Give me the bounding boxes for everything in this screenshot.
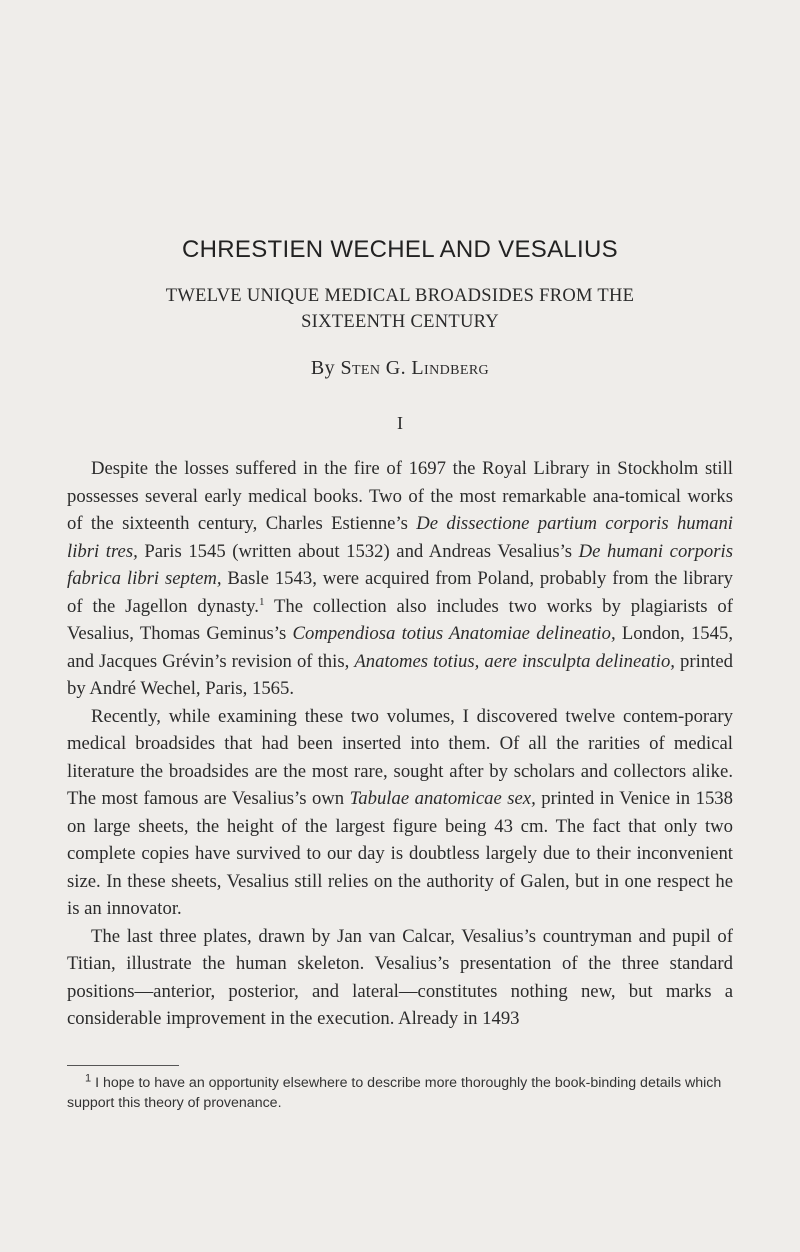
section-number: I [397,413,403,433]
article-body [67,455,733,1033]
author-name: Sten G. Lindberg [340,357,490,379]
author-byline [0,357,800,380]
subtitle-line-2: SIXTEENTH CENTURY [301,312,499,332]
footnote-text: I hope to have an opportunity elsewhere to describe more thoroughly the book-binding details which support this theory of provenance. [67,1075,722,1111]
author-prefix: By [310,357,336,379]
article-title: CHRESTIEN WECHEL AND VESALIUS [182,236,618,263]
paragraph-2: Recently, while examining these two volumes, I discovered twelve contem-porary medical broadsides that had been inserted into them. Of all the rarities of medical literature the broadsides are the most rare, sought after by scholars and collectors alike. The most famous are Vesalius’s own Tabulae anatomicae sex, printed in Venice in 1538 on large sheets, the height of the largest figure being 43 cm. The fact that only two complete copies have survived to our day is doubtless largely due to their inconvenient size. In these sheets, Vesalius still relies on the authority of Galen, but in one respect he is an innovator. [67,705,733,919]
footnote-ref: 1 [258,595,265,608]
footnote-divider [67,1065,179,1066]
footnote [67,1073,733,1113]
footnote-marker: 1 [85,1072,92,1085]
paragraph-3: The last three plates, drawn by Jan van Calcar, Vesalius’s countryman and pupil of Titian, illustrate the human skeleton. Vesalius’s presentation of the three standard positions—anterior, posterior, and lateral—constitutes nothing new, but marks a considerable improvement in the execution. Already in 1493 [67,925,733,1029]
subtitle-line-1: TWELVE UNIQUE MEDICAL BROADSIDES FROM THE [165,286,635,306]
article-subtitle [0,283,800,335]
paragraph-1: Despite the losses suffered in the fire of 1697 the Royal Library in Stockholm still possesses several early medical books. Two of the most remarkable ana-tomical works of the sixteenth century, Charles Estienne’s De dissectione partium corporis humani libri tres, Paris 1545 (written about 1532) and Andreas Vesalius’s De humani corporis fabrica libri septem, Basle 1543, were acquired from Poland, probably from the library of the Jagellon dynasty.$^1$ The collection also includes two works by plagiarists of Vesalius, Thomas Geminus’s Compendiosa totius Anatomiae delineatio, London, 1545, and Jacques Grévin’s revision of this, Anatomes totius, aere insculpta delineatio, printed by André Wechel, Paris, 1565. [67,458,734,699]
